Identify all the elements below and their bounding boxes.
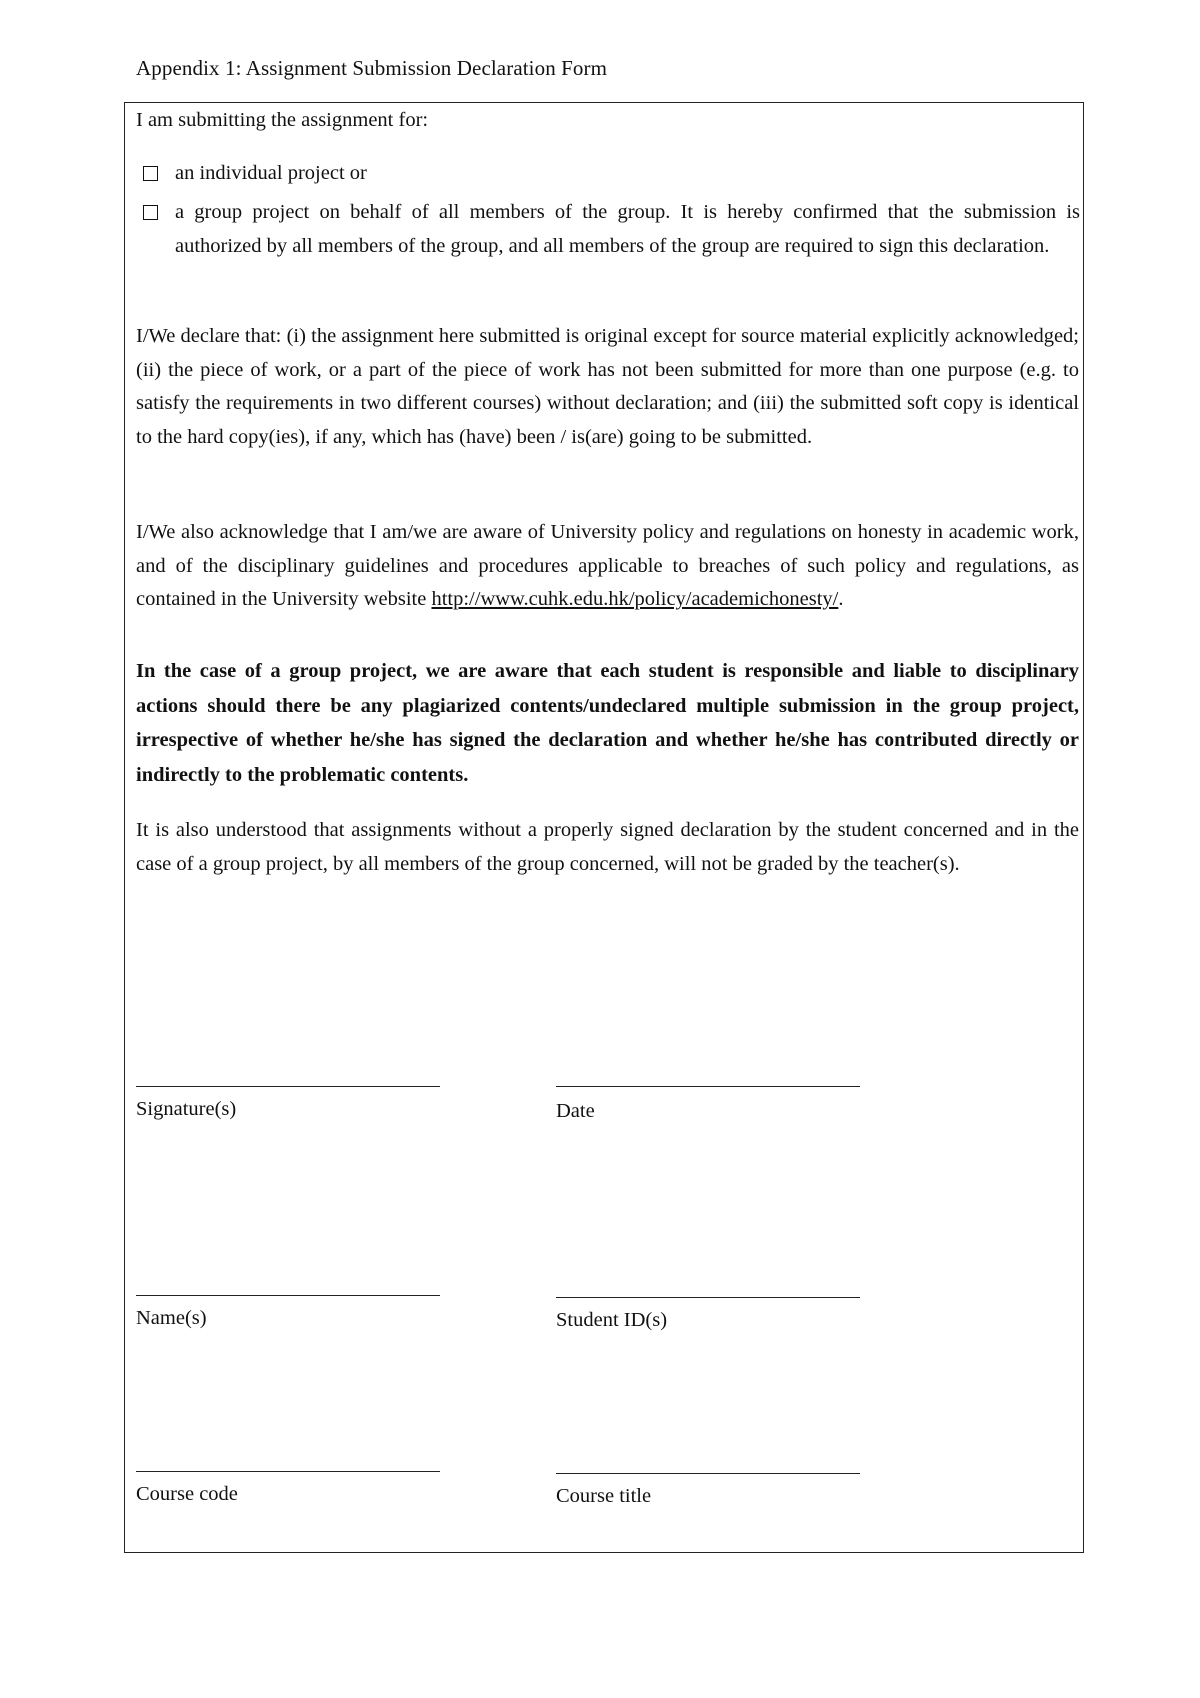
declaration-paragraph: I/We declare that: (i) the assignment here submitted is original except for source material explicitly acknowledged; (ii) the piece of work, or a part of the piece of work has not been submitted for more than one purpose (e.g. to satisfy the requirements in two different courses) without declaration; and (iii) the submitted soft copy is identical to the hard copy(ies), if any, which has (have) been / is(are) going to be submitted. (136, 325, 1079, 448)
name-line[interactable] (136, 1295, 440, 1296)
option-individual-label: an individual project or (175, 162, 367, 184)
date-line[interactable] (556, 1086, 860, 1087)
group-warning-paragraph: In the case of a group project, we are aware that each student is responsible and liable to disciplinary actions should there be any plagiarized contents/undeclared multiple submission in the group project, irrespective of whether he/she has signed the declaration and whether he/she has contributed directly or indirectly to the problematic contents. (136, 660, 1079, 786)
course-title-label: Course title (556, 1485, 652, 1507)
intro-text: I am submitting the assignment for: (136, 109, 429, 131)
student-id-line[interactable] (556, 1297, 860, 1298)
checkbox-group[interactable] (143, 205, 158, 220)
course-code-label: Course code (136, 1483, 238, 1505)
form-heading: Appendix 1: Assignment Submission Declaration Form (136, 56, 608, 80)
signature-label: Signature(s) (136, 1098, 237, 1120)
signature-line[interactable] (136, 1086, 440, 1087)
policy-link[interactable]: http://www.cuhk.edu.hk/policy/academichonesty/ (431, 588, 839, 610)
option-group-project[interactable] (140, 196, 1080, 263)
name-label: Name(s) (136, 1307, 207, 1329)
course-title-line[interactable] (556, 1473, 860, 1474)
acknowledgement-text: I/We also acknowledge that I am/we are aware of University policy and regulations on honesty in academic work, and of the disciplinary guidelines and procedures applicable to breaches of such policy and regulations, as contained in the University website (136, 521, 1079, 610)
option-individual-project[interactable] (140, 157, 1080, 191)
student-id-label: Student ID(s) (556, 1309, 668, 1331)
course-code-line[interactable] (136, 1471, 440, 1472)
date-label: Date (556, 1100, 595, 1122)
acknowledgement-end: . (838, 588, 844, 610)
grading-notice-paragraph: It is also understood that assignments without a properly signed declaration by the student concerned and in the case of a group project, by all members of the group concerned, will not be graded by the teacher(s). (136, 819, 1079, 875)
option-group-label: a group project on behalf of all members of the group. It is hereby confirmed that the submission is authorized by all members of the group, and all members of the group are required to sign this declaration. (175, 201, 1080, 257)
checkbox-individual[interactable] (143, 166, 158, 181)
acknowledgement-paragraph (136, 516, 1079, 617)
